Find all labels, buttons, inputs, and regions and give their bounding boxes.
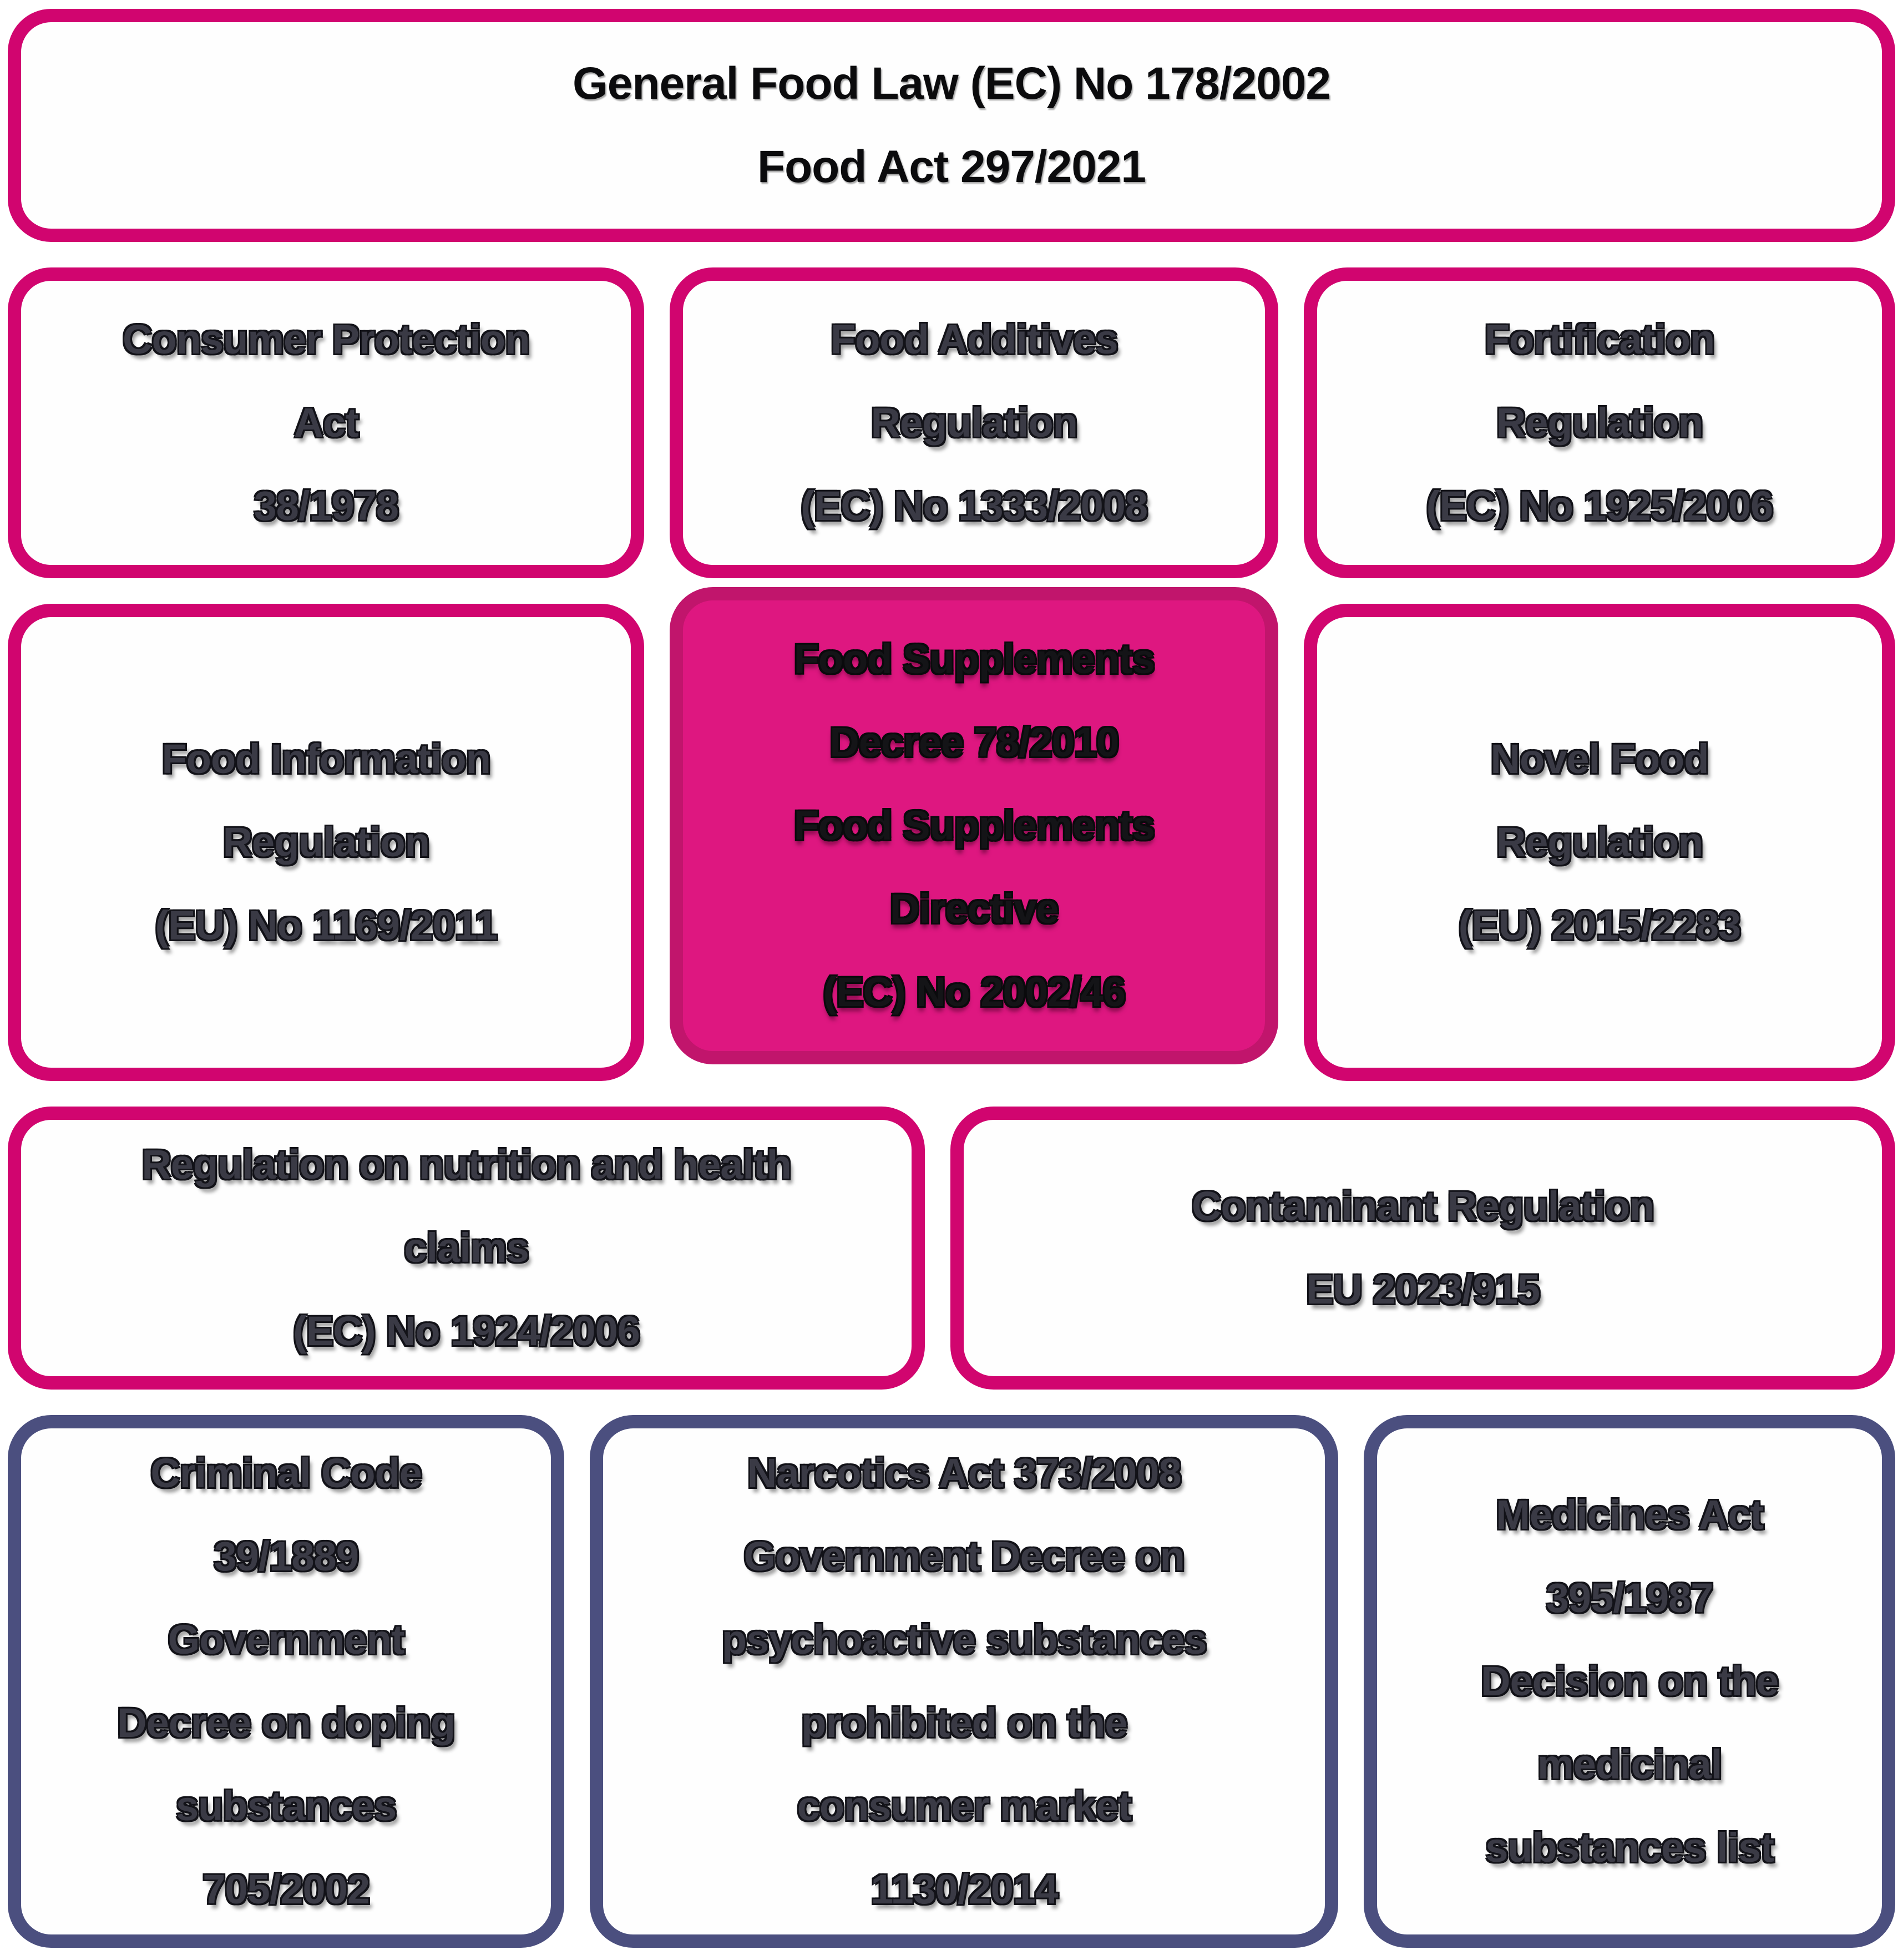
box-line: Medicines Act: [1496, 1492, 1764, 1538]
box-line: Regulation: [222, 819, 429, 865]
box-novel-food-regulation: [1304, 604, 1895, 1081]
box-line: (EC) No 1333/2008: [801, 483, 1148, 529]
box-line: substances list: [1485, 1825, 1774, 1871]
box-line: 39/1889: [214, 1533, 358, 1579]
box-narcotics-act: [590, 1415, 1338, 1948]
box-line: Food Supplements: [793, 802, 1155, 848]
box-line: (EU) No 1169/2011: [155, 902, 497, 948]
box-line: Food Act 297/2021: [757, 142, 1146, 192]
box-line: Directive: [889, 886, 1059, 932]
box-line: Narcotics Act 373/2008: [747, 1450, 1181, 1496]
box-line: Regulation: [1496, 400, 1703, 446]
box-line: Food Information: [161, 736, 490, 782]
box-line: 38/1978: [254, 483, 398, 529]
box-line: Regulation: [1496, 819, 1703, 865]
box-line: (EC) No 2002/46: [823, 969, 1125, 1015]
box-contaminant-regulation: [950, 1107, 1895, 1390]
box-line: prohibited on the: [801, 1700, 1127, 1746]
box-line: psychoactive substances: [721, 1617, 1207, 1663]
box-line: Food Supplements: [793, 636, 1155, 682]
box-line: Fortification: [1484, 316, 1715, 362]
box-nutrition-health-claims: [8, 1107, 925, 1390]
row-claims-contaminants: [8, 1107, 1895, 1390]
box-line: Consumer Protection: [123, 316, 530, 362]
box-line: medicinal: [1537, 1741, 1722, 1787]
box-line: (EU) 2015/2283: [1458, 902, 1741, 948]
box-line: Contaminant Regulation: [1192, 1183, 1654, 1229]
box-line: Decree 78/2010: [829, 719, 1119, 765]
box-line: Decision on the: [1481, 1658, 1779, 1704]
row-supplements: [8, 604, 1895, 1081]
box-line: Government: [168, 1617, 404, 1663]
row-horizontal-regulations: [8, 267, 1895, 578]
box-line: Decree on doping: [117, 1700, 455, 1746]
box-criminal-code: [8, 1415, 564, 1948]
box-line: EU 2023/915: [1306, 1266, 1540, 1312]
box-general-food-law: [8, 9, 1895, 242]
box-line: claims: [404, 1225, 529, 1271]
box-fortification-regulation: [1304, 267, 1895, 578]
box-line: 395/1987: [1546, 1575, 1713, 1621]
box-line: Novel Food: [1490, 736, 1709, 782]
box-line: substances: [176, 1783, 397, 1829]
box-line: Government Decree on: [743, 1533, 1185, 1579]
box-consumer-protection-act: [8, 267, 644, 578]
box-food-additives-regulation: [670, 267, 1278, 578]
box-line: (EC) No 1924/2006: [293, 1308, 640, 1354]
row-general: [8, 9, 1895, 242]
box-line: 705/2002: [203, 1866, 370, 1912]
box-line: consumer market: [797, 1783, 1131, 1829]
box-food-information-regulation: [8, 604, 644, 1081]
box-line: Regulation: [870, 400, 1077, 446]
box-line: Regulation on nutrition and health: [141, 1141, 791, 1188]
box-medicines-act: [1364, 1415, 1895, 1948]
box-line: Food Additives: [830, 316, 1118, 362]
row-criminal-medicines: [8, 1415, 1895, 1948]
box-food-supplements-decree: [670, 587, 1278, 1064]
box-line: Criminal Code: [150, 1450, 422, 1496]
box-line: (EC) No 1925/2006: [1426, 483, 1773, 529]
box-line: General Food Law (EC) No 178/2002: [573, 58, 1330, 109]
box-line: 1130/2014: [870, 1866, 1058, 1912]
box-line: Act: [293, 400, 358, 446]
